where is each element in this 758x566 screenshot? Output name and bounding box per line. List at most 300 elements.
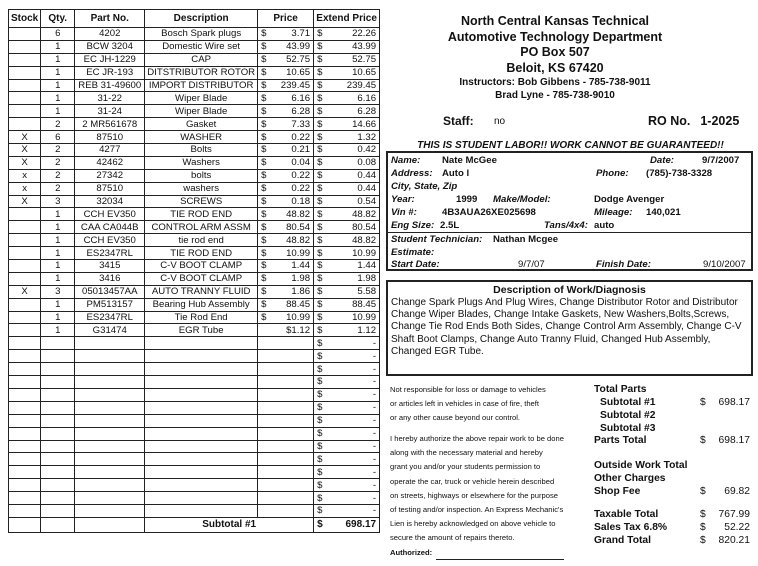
price-currency: $ — [258, 272, 276, 285]
qty-cell: 3 — [41, 285, 75, 298]
extend-price-cell: - — [329, 466, 380, 479]
table-row — [9, 169, 380, 182]
estimate-label: Estimate: — [391, 247, 435, 258]
col-part-no: Part No. — [75, 10, 145, 28]
extend-currency: $ — [314, 247, 329, 260]
extend-price-cell: - — [329, 453, 380, 466]
price-currency: $ — [258, 234, 276, 247]
stock-cell — [9, 53, 41, 66]
mileage-label: Mileage: — [594, 207, 633, 218]
price-currency — [258, 466, 276, 479]
trans-value: auto — [594, 220, 615, 231]
part-no-cell: ES2347RL — [75, 247, 145, 260]
extend-currency: $ — [314, 40, 329, 53]
part-no-cell — [75, 466, 145, 479]
stock-cell — [9, 517, 41, 532]
table-row — [9, 195, 380, 208]
price-cell: 6.16 — [276, 92, 314, 105]
price-currency: $ — [258, 66, 276, 79]
total-parts-label: Total Parts — [594, 384, 647, 395]
extend-price-cell: - — [329, 388, 380, 401]
extend-currency: $ — [314, 466, 329, 479]
price-currency — [258, 414, 276, 427]
description-cell: SCREWS — [145, 195, 258, 208]
part-no-cell — [75, 517, 145, 532]
table-row — [9, 221, 380, 234]
qty-cell — [41, 337, 75, 350]
outside-work-label: Outside Work Total — [594, 460, 688, 471]
stock-cell — [9, 28, 41, 41]
description-cell: C-V BOOT CLAMP — [145, 272, 258, 285]
extend-price-cell: 6.28 — [329, 105, 380, 118]
qty-cell: 1 — [41, 311, 75, 324]
price-currency: $ — [258, 221, 276, 234]
price-currency: $ — [258, 53, 276, 66]
eng-value: 2.5L — [440, 220, 460, 231]
stock-cell — [9, 414, 41, 427]
stock-cell — [9, 234, 41, 247]
qty-cell: 2 — [41, 182, 75, 195]
price-cell: $1.12 — [276, 324, 314, 337]
address-value: Auto l — [442, 168, 470, 179]
qty-cell: 1 — [41, 272, 75, 285]
extend-price-cell: - — [329, 479, 380, 492]
address-label: Address: — [391, 168, 433, 179]
extend-price-cell: 88.45 — [329, 298, 380, 311]
stock-cell — [9, 221, 41, 234]
description-cell: EGR Tube — [145, 324, 258, 337]
part-no-cell — [75, 427, 145, 440]
name-label: Name: — [391, 155, 421, 166]
extend-currency: $ — [314, 298, 329, 311]
part-no-cell: 27342 — [75, 169, 145, 182]
taxable-total-row — [594, 509, 750, 522]
extend-currency: $ — [314, 414, 329, 427]
price-cell — [276, 350, 314, 363]
part-no-cell: 31-24 — [75, 105, 145, 118]
description-cell: Wiper Blade — [145, 92, 258, 105]
description-cell: Domestic Wire set — [145, 40, 258, 53]
technician-label: Student Technician: — [391, 234, 483, 245]
table-row — [9, 156, 380, 169]
table-row — [9, 40, 380, 53]
extend-currency: $ — [314, 144, 329, 157]
taxable-total-label: Taxable Total — [594, 509, 659, 520]
qty-cell: 1 — [41, 208, 75, 221]
stock-cell: X — [9, 156, 41, 169]
qty-cell: 1 — [41, 66, 75, 79]
extend-currency: $ — [314, 53, 329, 66]
finish-date-label: Finish Date: — [596, 259, 651, 270]
price-currency — [258, 492, 276, 505]
ro-value: 1-2025 — [700, 114, 740, 128]
date-label: Date: — [650, 155, 674, 166]
extend-price-cell: - — [329, 427, 380, 440]
start-date-value: 9/7/07 — [518, 259, 545, 270]
table-row — [9, 247, 380, 260]
stock-cell — [9, 363, 41, 376]
qty-cell: 2 — [41, 144, 75, 157]
table-row — [9, 131, 380, 144]
col-stock: Stock — [9, 10, 41, 28]
part-no-cell: EC JR-193 — [75, 66, 145, 79]
extend-currency: $ — [314, 376, 329, 389]
qty-cell — [41, 363, 75, 376]
price-currency — [258, 324, 276, 337]
part-no-cell — [75, 337, 145, 350]
stock-cell — [9, 247, 41, 260]
col-extend-price: Extend Price — [314, 10, 380, 28]
subtotal3-label: Subtotal #3 — [600, 423, 656, 434]
subtotal-value: 698.17 — [329, 517, 380, 532]
name-value: Nate McGee — [442, 155, 497, 166]
stock-cell: X — [9, 144, 41, 157]
sales-tax-value: 52.22 — [724, 522, 750, 533]
dollar-sign: $ — [700, 535, 706, 546]
description-cell: WASHER — [145, 131, 258, 144]
price-currency — [258, 363, 276, 376]
extend-price-cell: 48.82 — [329, 208, 380, 221]
extend-price-cell: 10.99 — [329, 247, 380, 260]
part-no-cell: PM513157 — [75, 298, 145, 311]
table-row — [9, 79, 380, 92]
qty-cell: 1 — [41, 298, 75, 311]
price-currency: $ — [258, 40, 276, 53]
subtotal1-row — [594, 397, 750, 410]
qty-cell: 6 — [41, 28, 75, 41]
authorization-line: of testing and/or inspection. An Express Mechanic's — [390, 505, 564, 515]
description-cell: Wiper Blade — [145, 105, 258, 118]
price-currency: $ — [258, 144, 276, 157]
part-no-cell — [75, 388, 145, 401]
stock-cell: X — [9, 285, 41, 298]
disclaimer-line: or any other cause beyond our control. — [390, 413, 521, 423]
work-description-text: Change Spark Plugs And Plug Wires, Change Distributor Rotor and Distributor Change Wiper Blades, Change Intake Gaskets, New Washers,Bolts,Screws, Change Tie Rod Ends Both Sides, Change Control Arm Assembly, Change C-V Shaft Boot Clamps, Change Auto Tranny Fluid, Changed Hub Assembly, Changed EGR Tube. — [391, 297, 742, 357]
extend-currency: $ — [314, 401, 329, 414]
stock-cell — [9, 260, 41, 273]
stock-cell — [9, 440, 41, 453]
price-currency: $ — [258, 118, 276, 131]
description-cell: DITSTRIBUTOR ROTOR — [145, 66, 258, 79]
authorized-label: Authorized: — [390, 547, 433, 557]
stock-cell — [9, 79, 41, 92]
qty-cell — [41, 414, 75, 427]
extend-price-cell: 1.44 — [329, 260, 380, 273]
price-cell: 0.04 — [276, 156, 314, 169]
stock-cell — [9, 479, 41, 492]
price-currency: $ — [258, 131, 276, 144]
stock-cell — [9, 388, 41, 401]
part-no-cell: REB 31-49600 — [75, 79, 145, 92]
table-row — [9, 479, 380, 492]
extend-currency: $ — [314, 260, 329, 273]
disclaimer-line: Not responsible for loss or damage to vehicles — [390, 385, 546, 394]
extend-currency: $ — [314, 388, 329, 401]
part-no-cell: BCW 3204 — [75, 40, 145, 53]
extend-currency: $ — [314, 79, 329, 92]
description-cell: CAP — [145, 53, 258, 66]
grand-total-value: 820.21 — [718, 535, 750, 546]
dollar-sign: $ — [700, 522, 706, 533]
city-label: City, State, Zip — [391, 181, 458, 192]
price-currency — [258, 350, 276, 363]
price-currency: $ — [258, 156, 276, 169]
extend-price-cell: - — [329, 492, 380, 505]
price-cell: 1.86 — [276, 285, 314, 298]
price-cell — [276, 363, 314, 376]
extend-price-cell: 52.75 — [329, 53, 380, 66]
make-label: Make/Model: — [493, 194, 551, 205]
extend-currency: $ — [314, 118, 329, 131]
extend-currency: $ — [314, 427, 329, 440]
table-row — [9, 28, 380, 41]
work-description-title: Description of Work/Diagnosis — [493, 284, 646, 296]
subtotal1-label: Subtotal #1 — [600, 397, 656, 408]
price-currency: $ — [258, 247, 276, 260]
customer-box-divider — [388, 232, 751, 233]
price-cell: 43.99 — [276, 40, 314, 53]
part-no-cell: 2 MR561678 — [75, 118, 145, 131]
extend-currency: $ — [314, 272, 329, 285]
table-row — [9, 440, 380, 453]
table-row — [9, 453, 380, 466]
part-no-cell — [75, 440, 145, 453]
subtotal-label: Subtotal #1 — [145, 517, 314, 532]
trans-label: Tans/4x4: — [544, 220, 588, 231]
extend-price-cell: 0.44 — [329, 169, 380, 182]
stock-cell — [9, 40, 41, 53]
stock-cell — [9, 324, 41, 337]
extend-price-cell: - — [329, 401, 380, 414]
parts-total-row — [594, 435, 750, 448]
price-cell: 0.18 — [276, 195, 314, 208]
phone-value: (785)-738-3328 — [646, 168, 713, 179]
subtotal-currency: $ — [314, 517, 329, 532]
work-description-box — [386, 280, 753, 376]
parts-total-label: Parts Total — [594, 435, 647, 446]
stock-cell — [9, 105, 41, 118]
part-no-cell: 42462 — [75, 156, 145, 169]
description-cell — [145, 414, 258, 427]
authorization-line: operate the car, truck or vehicle herein described — [390, 476, 555, 486]
shop-fee-row — [594, 486, 750, 499]
description-cell: Gasket — [145, 118, 258, 131]
extend-currency: $ — [314, 504, 329, 517]
extend-currency: $ — [314, 208, 329, 221]
description-cell — [145, 388, 258, 401]
authorization-line: Lien is hereby acknowledged on above vehicle to — [390, 519, 556, 529]
price-cell — [276, 466, 314, 479]
extend-currency: $ — [314, 350, 329, 363]
authorization-line: on streets, highways or elsewhere for the purpose — [390, 490, 558, 500]
staff-value: no — [494, 116, 506, 127]
qty-cell — [41, 350, 75, 363]
sales-tax-label: Sales Tax 6.8% — [594, 522, 668, 533]
qty-cell: 1 — [41, 92, 75, 105]
extend-price-cell: - — [329, 414, 380, 427]
extend-currency: $ — [314, 337, 329, 350]
ro-label: RO No. — [648, 114, 691, 128]
eng-label: Eng Size: — [391, 220, 435, 231]
extend-price-cell: 0.54 — [329, 195, 380, 208]
qty-cell — [41, 401, 75, 414]
description-cell — [145, 466, 258, 479]
qty-cell: 2 — [41, 156, 75, 169]
subtotal1-value: 698.17 — [718, 397, 750, 408]
extend-price-cell: - — [329, 504, 380, 517]
price-currency — [258, 401, 276, 414]
price-cell: 10.65 — [276, 66, 314, 79]
price-currency: $ — [258, 79, 276, 92]
authorization-line: I hereby authorize the above repair work to be done — [390, 434, 564, 443]
qty-cell — [41, 388, 75, 401]
qty-cell: 6 — [41, 131, 75, 144]
col-qty: Qty. — [41, 10, 75, 28]
qty-cell — [41, 427, 75, 440]
extend-price-cell: 22.26 — [329, 28, 380, 41]
dollar-sign: $ — [700, 397, 706, 408]
subtotal2-label: Subtotal #2 — [600, 410, 656, 421]
table-row — [9, 492, 380, 505]
description-cell: IMPORT DISTRIBUTOR — [145, 79, 258, 92]
parts-table — [8, 9, 380, 533]
description-cell: Tie Rod End — [145, 311, 258, 324]
other-charges-row — [594, 473, 750, 486]
grand-total-row — [594, 535, 750, 548]
sales-tax-row — [594, 522, 750, 535]
authorization-line: grant you and/or your students permission to — [390, 462, 541, 472]
vin-value: 4B3AUA26XE025698 — [442, 207, 536, 218]
stock-cell: x — [9, 182, 41, 195]
total-parts-row — [594, 384, 750, 397]
qty-cell — [41, 466, 75, 479]
extend-price-cell: 10.99 — [329, 311, 380, 324]
year-value: 1999 — [456, 194, 478, 205]
price-currency — [258, 427, 276, 440]
price-cell: 0.21 — [276, 144, 314, 157]
qty-cell: 2 — [41, 118, 75, 131]
description-cell: Bolts — [145, 144, 258, 157]
description-cell — [145, 453, 258, 466]
part-no-cell: 87510 — [75, 182, 145, 195]
phone-label: Phone: — [596, 168, 629, 179]
stock-cell — [9, 466, 41, 479]
stock-cell: x — [9, 169, 41, 182]
part-no-cell — [75, 350, 145, 363]
extend-price-cell: - — [329, 440, 380, 453]
part-no-cell — [75, 401, 145, 414]
table-row — [9, 260, 380, 273]
extend-currency: $ — [314, 195, 329, 208]
price-currency — [258, 504, 276, 517]
extend-currency: $ — [314, 324, 329, 337]
extend-currency: $ — [314, 169, 329, 182]
price-cell: 10.99 — [276, 247, 314, 260]
price-currency: $ — [258, 105, 276, 118]
price-currency: $ — [258, 182, 276, 195]
extend-price-cell: 1.12 — [329, 324, 380, 337]
extend-price-cell: 0.08 — [329, 156, 380, 169]
price-currency: $ — [258, 92, 276, 105]
price-currency — [258, 479, 276, 492]
table-row — [9, 234, 380, 247]
part-no-cell: 32034 — [75, 195, 145, 208]
customer-info-box — [386, 151, 753, 271]
price-cell: 48.82 — [276, 234, 314, 247]
stock-cell — [9, 311, 41, 324]
price-currency — [258, 388, 276, 401]
table-row — [9, 285, 380, 298]
extend-currency: $ — [314, 131, 329, 144]
part-no-cell — [75, 363, 145, 376]
part-no-cell: 3416 — [75, 272, 145, 285]
table-row — [9, 272, 380, 285]
price-currency: $ — [258, 260, 276, 273]
extend-currency: $ — [314, 492, 329, 505]
price-currency: $ — [258, 311, 276, 324]
price-currency: $ — [258, 169, 276, 182]
authorization-line: along with the necessary material and hereby — [390, 448, 543, 458]
stock-cell: X — [9, 131, 41, 144]
disclaimer-line: or articles left in vehicles in case of fire, theft — [390, 399, 539, 409]
stock-cell — [9, 118, 41, 131]
vin-label: Vin #: — [391, 207, 417, 218]
instructors: Instructors: Bob Gibbens - 785-738-9011 — [459, 77, 651, 88]
table-row — [9, 53, 380, 66]
price-cell — [276, 376, 314, 389]
grand-total-label: Grand Total — [594, 535, 652, 546]
date-value: 9/7/2007 — [702, 155, 740, 166]
extend-currency: $ — [314, 28, 329, 41]
part-no-cell: CAA CA044B — [75, 221, 145, 234]
qty-cell — [41, 440, 75, 453]
part-no-cell: 05013457AA — [75, 285, 145, 298]
col-description: Description — [145, 10, 258, 28]
extend-currency: $ — [314, 311, 329, 324]
stock-cell — [9, 350, 41, 363]
description-cell — [145, 440, 258, 453]
table-row — [9, 324, 380, 337]
start-date-label: Start Date: — [391, 259, 440, 270]
stock-cell — [9, 427, 41, 440]
description-cell: TIE ROD END — [145, 247, 258, 260]
parts-total-value: 698.17 — [718, 435, 750, 446]
authorization-line: secure the amount of repairs thereto. — [390, 533, 515, 543]
price-cell — [276, 414, 314, 427]
outside-work-row — [594, 460, 750, 473]
table-row — [9, 388, 380, 401]
description-cell — [145, 427, 258, 440]
qty-cell: 1 — [41, 79, 75, 92]
description-cell — [145, 337, 258, 350]
staff-label: Staff: — [443, 114, 474, 128]
part-no-cell: 31-22 — [75, 92, 145, 105]
signature-line — [436, 559, 564, 560]
stock-cell — [9, 453, 41, 466]
price-currency: $ — [258, 195, 276, 208]
extend-price-cell: 1.98 — [329, 272, 380, 285]
qty-cell — [41, 479, 75, 492]
part-no-cell: ES2347RL — [75, 311, 145, 324]
price-cell: 52.75 — [276, 53, 314, 66]
extend-price-cell: 43.99 — [329, 40, 380, 53]
taxable-total-value: 767.99 — [718, 509, 750, 520]
other-charges-label: Other Charges — [594, 473, 666, 484]
parts-table-body — [9, 28, 380, 533]
qty-cell: 2 — [41, 169, 75, 182]
extend-currency: $ — [314, 453, 329, 466]
extend-price-cell: 48.82 — [329, 234, 380, 247]
